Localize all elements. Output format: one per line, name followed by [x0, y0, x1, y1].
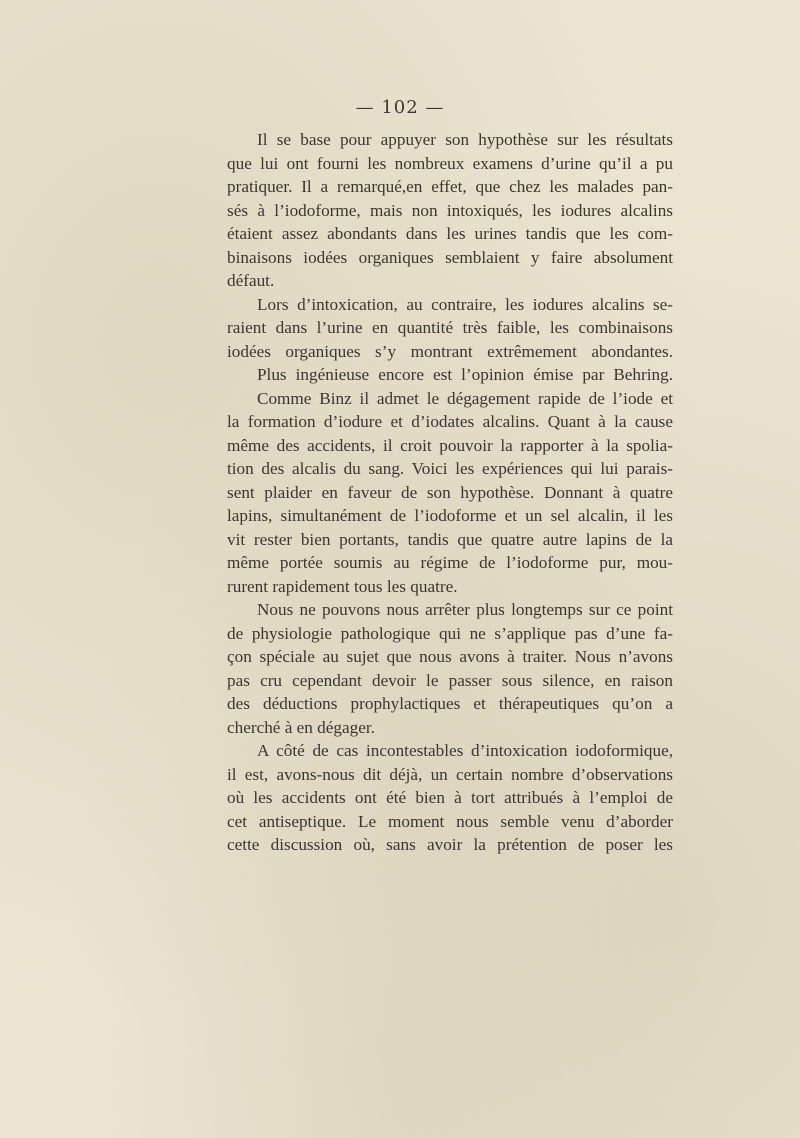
text-line: même des accidents, il croit pouvoir la rapporter à la spolia-: [227, 435, 673, 455]
text-line: Il se base pour appuyer son hypothèse sur les résultats: [257, 130, 673, 149]
text-line: lapins, simultanément de l’iodoforme et un sel alcalin, il les: [227, 506, 673, 525]
text-line: la formation d’iodure et d’iodates alcalins. Quant à la cause: [227, 412, 673, 431]
text-line: Lors d’intoxication, au contraire, les iodures alcalins se-: [257, 294, 673, 314]
text-line: des déductions prophylactiques et thérapeutiques qu’on a: [227, 694, 673, 713]
text-line: que lui ont fourni les nombreux examens d’urine qu’il a pu: [227, 153, 673, 173]
text-line: défaut.: [227, 271, 275, 290]
text-line: pratiquer. Il a remarqué,en effet, que chez les malades pan-: [227, 177, 673, 196]
text-line: sés à l’iodoforme, mais non intoxiqués, les iodures alcalins: [227, 200, 673, 220]
text-line: de physiologie pathologique qui ne s’applique pas d’une fa-: [227, 623, 673, 643]
text-line: pas cru cependant devoir le passer sous silence, en raison: [227, 670, 673, 690]
text-line: il est, avons-nous dit déjà, un certain nombre d’observations: [227, 764, 673, 784]
text-line: étaient assez abondants dans les urines tandis que les com-: [227, 224, 673, 243]
text-line: sent plaider en faveur de son hypothèse. Donnant à quatre: [227, 482, 673, 502]
text-line: cet antiseptique. Le moment nous semble venu d’aborder: [227, 811, 673, 831]
text-line: çon spéciale au sujet que nous avons à traiter. Nous n’avons: [227, 647, 673, 666]
text-line: A côté de cas incontestables d’intoxication iodoformique,: [257, 741, 673, 760]
text-line: Nous ne pouvons nous arrêter plus longtemps sur ce point: [257, 600, 673, 619]
text-line: rurent rapidement tous les quatre.: [227, 576, 458, 596]
text-line: cette discussion où, sans avoir la prétention de poser les: [227, 835, 673, 854]
text-line: tion des alcalis du sang. Voici les expériences qui lui parais-: [227, 459, 673, 478]
text-line: où les accidents ont été bien à tort attribués à l’emploi de: [227, 788, 673, 807]
text-line: vit rester bien portants, tandis que quatre autre lapins de la: [227, 529, 673, 549]
text-line: cherché à en dégager.: [227, 717, 375, 737]
text-line: binaisons iodées organiques semblaient y faire absolument: [227, 247, 673, 267]
text-line: raient dans l’urine en quantité très faible, les combinaisons: [227, 318, 673, 337]
text-line: Comme Binz il admet le dégagement rapide de l’iode et: [257, 388, 673, 408]
body-text: [227, 128, 673, 857]
text-line: iodées organiques s’y montrant extrêmement abondantes.: [227, 341, 673, 361]
text-line: même portée soumis au régime de l’iodoforme pur, mou-: [227, 553, 673, 572]
page-number: — 102 —: [355, 97, 445, 118]
text-line: Plus ingénieuse encore est l’opinion émise par Behring.: [257, 365, 673, 384]
